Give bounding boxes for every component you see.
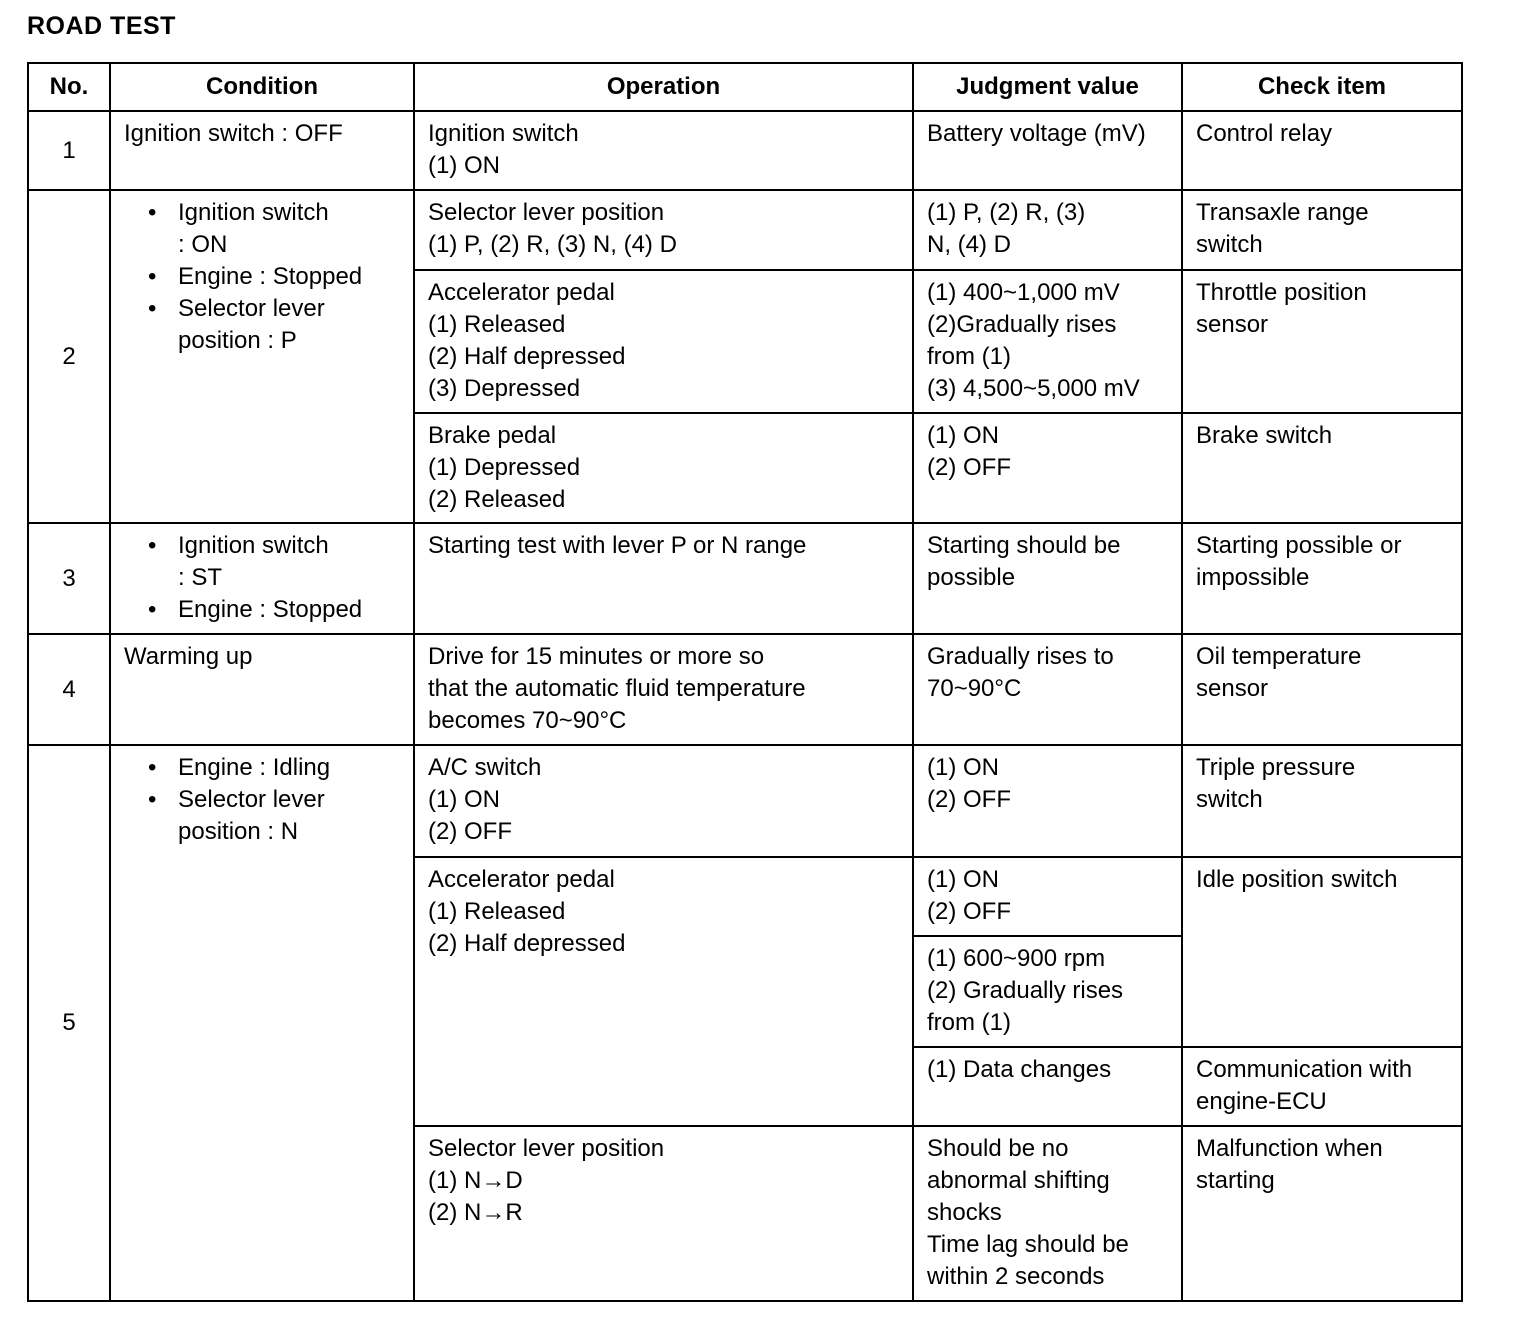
cell-line: (1) 400~1,000 mV bbox=[927, 279, 1120, 306]
cell-line: Starting possible or bbox=[1196, 532, 1402, 559]
cell-line: (1) P, (2) R, (3) N, (4) D bbox=[428, 231, 677, 258]
operation-cell bbox=[414, 634, 913, 745]
cell-line: Transaxle range bbox=[1196, 199, 1369, 226]
check-cell bbox=[1182, 857, 1462, 1047]
cell-line: switch bbox=[1196, 231, 1263, 258]
cell-line: Oil temperature bbox=[1196, 643, 1362, 670]
cell-line: (2) Half depressed bbox=[428, 930, 626, 957]
cell-line: (2) OFF bbox=[428, 818, 512, 845]
list-item bbox=[178, 784, 401, 848]
cell-line: sensor bbox=[1196, 311, 1269, 338]
check-cell bbox=[1182, 413, 1462, 523]
header-row bbox=[28, 63, 1462, 111]
cell-line: 70~90°C bbox=[927, 675, 1022, 702]
judgment-cell bbox=[913, 857, 1182, 936]
cell-line: from (1) bbox=[927, 1009, 1011, 1036]
cell-line: (1) Data changes bbox=[927, 1056, 1112, 1083]
operation-cell bbox=[414, 523, 913, 634]
judgment-cell bbox=[913, 111, 1182, 190]
table-row bbox=[28, 190, 1462, 270]
cell-line: (2) Released bbox=[428, 486, 566, 513]
judgment-cell bbox=[913, 270, 1182, 413]
row-number: 5 bbox=[28, 745, 110, 1301]
cell-line: Drive for 15 minutes or more so bbox=[428, 643, 765, 670]
operation-cell bbox=[414, 413, 913, 523]
header-no: No. bbox=[28, 63, 110, 111]
cell-line: position : N bbox=[178, 818, 299, 845]
condition-cell bbox=[110, 111, 414, 190]
cell-line: (1) Depressed bbox=[428, 454, 581, 481]
check-cell bbox=[1182, 111, 1462, 190]
cell-line: abnormal shifting bbox=[927, 1167, 1110, 1194]
row-number: 1 bbox=[28, 111, 110, 190]
cell-line: Time lag should be bbox=[927, 1231, 1129, 1258]
cell-line: starting bbox=[1196, 1167, 1275, 1194]
check-cell bbox=[1182, 634, 1462, 745]
cell-line: Communication with bbox=[1196, 1056, 1413, 1083]
cell-line: Control relay bbox=[1196, 120, 1333, 147]
cell-line: • Selector lever bbox=[178, 295, 325, 322]
cell-line: Battery voltage (mV) bbox=[927, 120, 1146, 147]
operation-cell bbox=[414, 190, 913, 270]
header-check: Check item bbox=[1182, 63, 1462, 111]
cell-line: Malfunction when bbox=[1196, 1135, 1383, 1162]
cell-line: (1) Released bbox=[428, 898, 566, 925]
cell-line: switch bbox=[1196, 786, 1263, 813]
cell-line: (3) 4,500~5,000 mV bbox=[927, 375, 1140, 402]
judgment-cell bbox=[913, 1047, 1182, 1126]
table-row bbox=[28, 523, 1462, 634]
cell-line: position : P bbox=[178, 327, 297, 354]
judgment-cell bbox=[913, 936, 1182, 1047]
cell-line: sensor bbox=[1196, 675, 1269, 702]
check-cell bbox=[1182, 745, 1462, 857]
list-item bbox=[178, 261, 401, 293]
cell-line: Triple pressure bbox=[1196, 754, 1356, 781]
cell-line: (2) Half depressed bbox=[428, 343, 626, 370]
cell-line: (2) OFF bbox=[927, 898, 1011, 925]
condition-cell bbox=[110, 745, 414, 1301]
judgment-cell bbox=[913, 745, 1182, 857]
cell-line: • Selector lever bbox=[178, 786, 325, 813]
cell-line: (1) ON bbox=[927, 754, 999, 781]
cell-line: (1) ON bbox=[428, 786, 500, 813]
cell-line: Gradually rises to bbox=[927, 643, 1114, 670]
cell-line: (1) 600~900 rpm bbox=[927, 945, 1106, 972]
table-row bbox=[28, 634, 1462, 745]
cell-text: Ignition switch : OFF bbox=[124, 120, 343, 147]
cell-line: (2) OFF bbox=[927, 454, 1011, 481]
judgment-cell bbox=[913, 413, 1182, 523]
cell-line: • Engine : Idling bbox=[178, 754, 331, 781]
cell-line: that the automatic fluid temperature bbox=[428, 675, 806, 702]
header-judgment: Judgment value bbox=[913, 63, 1182, 111]
cell-line: Accelerator pedal bbox=[428, 279, 615, 306]
page-title: ROAD TEST bbox=[27, 12, 176, 40]
judgment-cell bbox=[913, 634, 1182, 745]
list-item bbox=[178, 752, 401, 784]
cell-line: Ignition switch bbox=[428, 120, 579, 147]
condition-list bbox=[124, 752, 401, 848]
operation-cell bbox=[414, 270, 913, 413]
cell-line: (2) N→R bbox=[428, 1199, 523, 1226]
judgment-cell bbox=[913, 523, 1182, 634]
condition-cell bbox=[110, 634, 414, 745]
cell-line: (1) N→D bbox=[428, 1167, 523, 1194]
cell-line: (1) P, (2) R, (3) bbox=[927, 199, 1086, 226]
cell-line: (1) ON bbox=[927, 422, 999, 449]
cell-line: A/C switch bbox=[428, 754, 542, 781]
cell-line: shocks bbox=[927, 1199, 1002, 1226]
cell-line: (2) OFF bbox=[927, 786, 1011, 813]
cell-line: Starting should be bbox=[927, 532, 1121, 559]
operation-cell bbox=[414, 745, 913, 857]
cell-line: Selector lever position bbox=[428, 1135, 665, 1162]
cell-line: becomes 70~90°C bbox=[428, 707, 627, 734]
cell-line: Accelerator pedal bbox=[428, 866, 615, 893]
cell-line: • Engine : Stopped bbox=[178, 263, 363, 290]
judgment-cell bbox=[913, 1126, 1182, 1301]
list-item bbox=[178, 197, 401, 261]
cell-line: Starting test with lever P or N range bbox=[428, 532, 807, 559]
cell-line: Should be no bbox=[927, 1135, 1069, 1162]
cell-line: : ST bbox=[178, 564, 223, 591]
condition-cell bbox=[110, 523, 414, 634]
cell-line: (2) Gradually rises bbox=[927, 977, 1124, 1004]
table-row bbox=[28, 111, 1462, 190]
cell-line: impossible bbox=[1196, 564, 1310, 591]
cell-line: Brake switch bbox=[1196, 422, 1333, 449]
cell-line: (3) Depressed bbox=[428, 375, 581, 402]
condition-cell bbox=[110, 190, 414, 523]
row-number: 2 bbox=[28, 190, 110, 523]
check-cell bbox=[1182, 1047, 1462, 1126]
condition-list bbox=[124, 197, 401, 357]
operation-cell bbox=[414, 111, 913, 190]
header-operation: Operation bbox=[414, 63, 913, 111]
check-cell bbox=[1182, 523, 1462, 634]
list-item bbox=[178, 530, 401, 594]
cell-line: possible bbox=[927, 564, 1016, 591]
cell-line: from (1) bbox=[927, 343, 1011, 370]
cell-text: Warming up bbox=[124, 643, 253, 670]
cell-line: Throttle position bbox=[1196, 279, 1367, 306]
check-cell bbox=[1182, 270, 1462, 413]
cell-line: Selector lever position bbox=[428, 199, 665, 226]
list-item bbox=[178, 594, 401, 626]
cell-line: within 2 seconds bbox=[927, 1263, 1105, 1290]
header-condition: Condition bbox=[110, 63, 414, 111]
cell-line: Brake pedal bbox=[428, 422, 557, 449]
cell-line: N, (4) D bbox=[927, 231, 1011, 258]
row-number: 3 bbox=[28, 523, 110, 634]
cell-line: (1) Released bbox=[428, 311, 566, 338]
cell-line: (2)Gradually rises bbox=[927, 311, 1117, 338]
cell-line: • Engine : Stopped bbox=[178, 596, 363, 623]
cell-line: • Ignition switch bbox=[178, 199, 329, 226]
cell-line: (1) ON bbox=[428, 152, 500, 179]
cell-line: : ON bbox=[178, 231, 228, 258]
cell-line: • Ignition switch bbox=[178, 532, 329, 559]
cell-line: Idle position switch bbox=[1196, 866, 1398, 893]
cell-line: engine-ECU bbox=[1196, 1088, 1327, 1115]
row-number: 4 bbox=[28, 634, 110, 745]
cell-line: (1) ON bbox=[927, 866, 999, 893]
road-test-table bbox=[27, 62, 1463, 1302]
check-cell bbox=[1182, 1126, 1462, 1301]
list-item bbox=[178, 293, 401, 357]
operation-cell bbox=[414, 1126, 913, 1301]
operation-cell bbox=[414, 857, 913, 1126]
check-cell bbox=[1182, 190, 1462, 270]
condition-list bbox=[124, 530, 401, 626]
table-row bbox=[28, 745, 1462, 857]
judgment-cell bbox=[913, 190, 1182, 270]
